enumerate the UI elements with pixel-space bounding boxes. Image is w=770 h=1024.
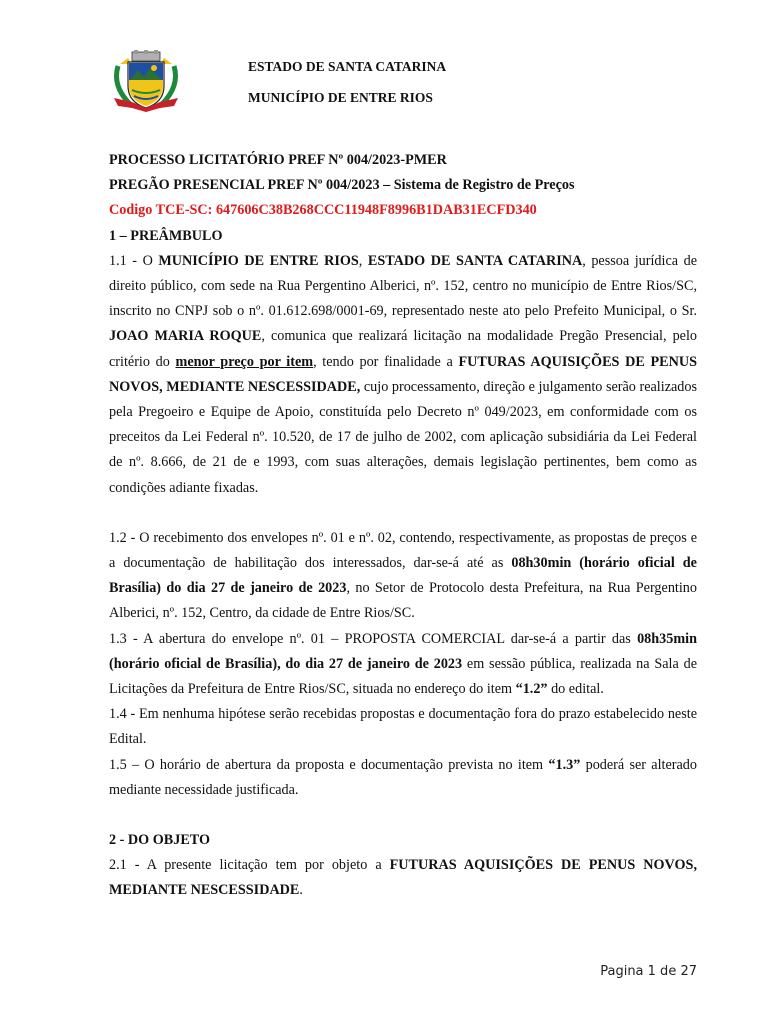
paragraph-1-5	[109, 753, 697, 803]
text-run: ,	[358, 252, 368, 269]
text-run-underlined: menor preço por item	[175, 353, 314, 370]
text-run-bold: 08h35min (horário oficial de Brasília), do dia 27 de janeiro de 2023	[109, 630, 697, 672]
text-run-bold: “1.2”	[515, 681, 548, 698]
text-run: 1.2 - O recebimento dos envelopes nº. 01 e nº. 02, contendo, respectivamente, as propostas de preços e a documentação de habilitação dos interessados, dar-se-á até as	[109, 529, 697, 572]
paragraph-gap	[109, 501, 697, 526]
tce-code: Codigo TCE-SC: 647606C38B268CCC11948F8996B1DAB31ECFD340	[109, 202, 537, 219]
text-run-bold: MUNICÍPIO DE ENTRE RIOS	[158, 252, 359, 269]
text-run-bold: 08h30min (horário oficial de Brasília) do dia 27 de janeiro de 2023	[109, 555, 697, 597]
state-heading: ESTADO DE SANTA CATARINA	[248, 59, 447, 74]
paragraph-1-1	[109, 249, 697, 501]
text-run-bold: JOAO MARIA ROQUE	[109, 328, 262, 345]
page-number: Pagina 1 de 27	[600, 964, 697, 979]
text-run: poderá ser alterado mediante necessidade justificada.	[109, 756, 697, 798]
section-2-heading: 2 - DO OBJETO	[109, 832, 211, 849]
municipal-coat-of-arms-icon	[108, 50, 184, 112]
text-run: em sessão pública, realizada na Sala de Licitações da Prefeitura de Entre Rios/SC, situada no endereço do item	[109, 655, 697, 698]
text-run: , tendo por finalidade a	[313, 353, 459, 370]
text-run: do edital.	[547, 681, 604, 698]
text-run: 1.3 - A abertura do envelope nº. 01 – PROPOSTA COMERCIAL dar-se-á a partir das	[109, 630, 638, 647]
text-run-bold: ESTADO DE SANTA CATARINA	[367, 252, 583, 269]
text-run: 1.5 – O horário de abertura da proposta e documentação prevista no item	[109, 756, 549, 773]
text-run: , pessoa jurídica de direito público, com sede na Rua Pergentino Alberici, nº. 152, centro no município de Entre Rios/SC, inscrito no CNPJ sob o nº. 01.612.698/0001-69, representado neste ato pelo Prefeito Municipal, o Sr.	[109, 252, 698, 320]
text-run-bold: FUTURAS AQUISIÇÕES DE PENUS NOVOS, MEDIANTE NESCESSIDADE	[109, 857, 697, 899]
text-run: 2.1 - A presente licitação tem por objeto a	[109, 857, 390, 874]
text-run: , comunica que realizará licitação na modalidade Pregão Presencial, pelo critério do	[109, 328, 697, 370]
paragraph-1-3	[109, 627, 697, 703]
text-run: , no Setor de Protocolo desta Prefeitura, na Rua Pergentino Alberici, nº. 152, Centro, da cidade de Entre Rios/SC.	[109, 580, 697, 622]
text-run: cujo processamento, direção e julgamento serão realizados pela Pregoeiro e Equipe de Apoio, constituída pelo Decreto nº 049/2023, em conformidade com os preceitos da Lei Federal nº. 10.520, de 17 de julho de 2002, com aplicação subsidiária da Lei Federal de nº. 8.666, de 21 de e 1993, com suas alterações, demais legislação pertinentes, bem como as condições adiante fixadas.	[109, 378, 697, 496]
text-run-bold: FUTURAS AQUISIÇÕES DE PENUS NOVOS, MEDIANTE NESCESSIDADE,	[109, 353, 697, 395]
section-1-heading: 1 – PREÂMBULO	[109, 227, 223, 244]
text-run: .	[299, 882, 303, 899]
auction-title: PREGÃO PRESENCIAL PREF Nº 004/2023 – Sistema de Registro de Preços	[109, 177, 575, 194]
paragraph-2-1	[109, 853, 697, 903]
municipality-heading: MUNICÍPIO DE ENTRE RIOS	[248, 90, 433, 105]
process-title: PROCESSO LICITATÓRIO PREF Nº 004/2023-PMER	[109, 152, 447, 168]
paragraph-1-2	[109, 526, 697, 627]
paragraph-1-4: 1.4 - Em nenhuma hipótese serão recebidas propostas e documentação fora do prazo estabelecido neste Edital.	[109, 706, 697, 748]
document-body	[109, 148, 697, 904]
paragraph-gap	[109, 803, 697, 828]
text-run-bold: “1.3”	[548, 756, 581, 773]
text-run: 1.1 - O	[109, 252, 159, 269]
